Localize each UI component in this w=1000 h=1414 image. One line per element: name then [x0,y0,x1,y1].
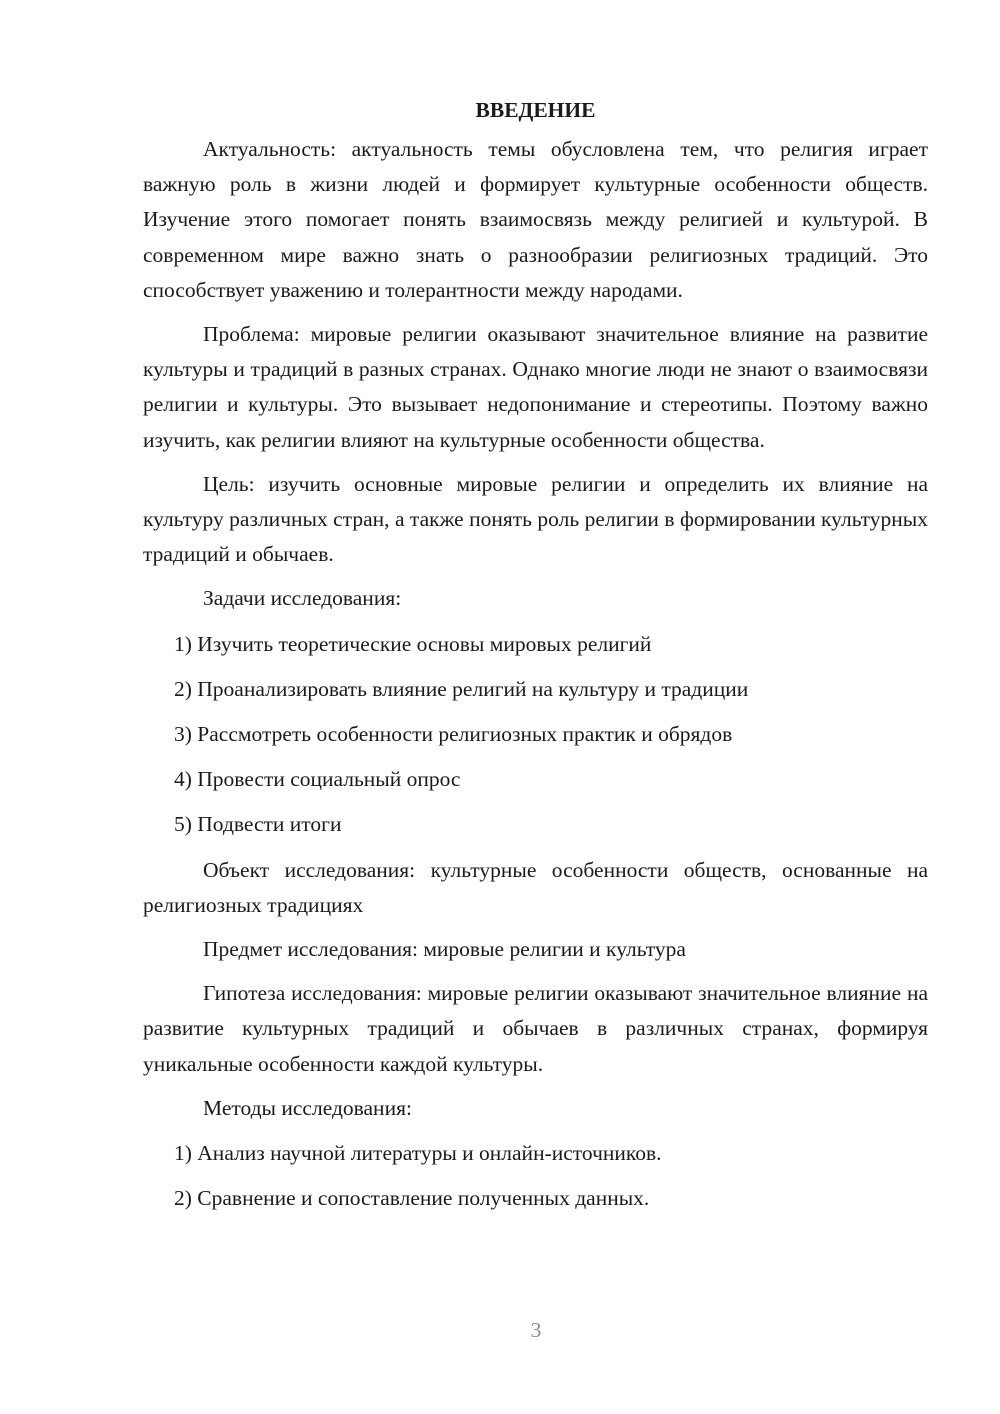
subject-paragraph: Предмет исследования: мировые религии и культура [203,937,686,962]
list-item: 1) Изучить теоретические основы мировых религий [174,631,652,656]
page-title: ВВЕДЕНИЕ [475,98,596,122]
list-item: 3) Рассмотреть особенности религиозных практик и обрядов [174,722,733,747]
list-item: 1) Анализ научной литературы и онлайн-источников. [174,1141,662,1166]
list-item: 2) Сравнение и сопоставление полученных данных. [174,1186,650,1211]
list-item: 2) Проанализировать влияние религий на культуру и традиции [174,676,749,701]
methods-list [143,1136,928,1216]
tasks-title: Задачи исследования: [203,586,402,611]
list-item: 5) Подвести итоги [174,812,342,837]
hypothesis-paragraph: Гипотеза исследования: мировые религии оказывают значительное влияние на развитие культурных традиций и обычаев в различных странах, формируя уникальные особенности каждой культуры. [143,981,928,1076]
page-number: 3 [530,1318,542,1342]
document-page [143,92,928,1226]
problem-paragraph: Проблема: мировые религии оказывают значительное влияние на развитие культуры и традиций в разных странах. Однако многие люди не знают о взаимосвязи религии и культуры. Это вызывает недопонимание и стереотипы. Поэтому важно изучить, как религии влияют на культурные особенности общества. [143,322,928,452]
relevance-paragraph: Актуальность: актуальность темы обусловлена тем, что религия играет важную роль в жизни людей и формирует культурные особенности обществ. Изучение этого помогает понять взаимосвязь между религией и культурой. В современном мире важно знать о разнообразии религиозных традиций. Это способствует уважению и толерантности между народами. [143,137,928,302]
methods-title: Методы исследования: [203,1095,412,1120]
tasks-list [143,627,928,843]
goal-paragraph: Цель: изучить основные мировые религии и определить их влияние на культуру различных стран, а также понять роль религии в формировании культурных традиций и обычаев. [143,471,928,567]
object-paragraph: Объект исследования: культурные особенности обществ, основанные на религиозных традициях [143,857,928,917]
list-item: 4) Провести социальный опрос [174,767,461,792]
